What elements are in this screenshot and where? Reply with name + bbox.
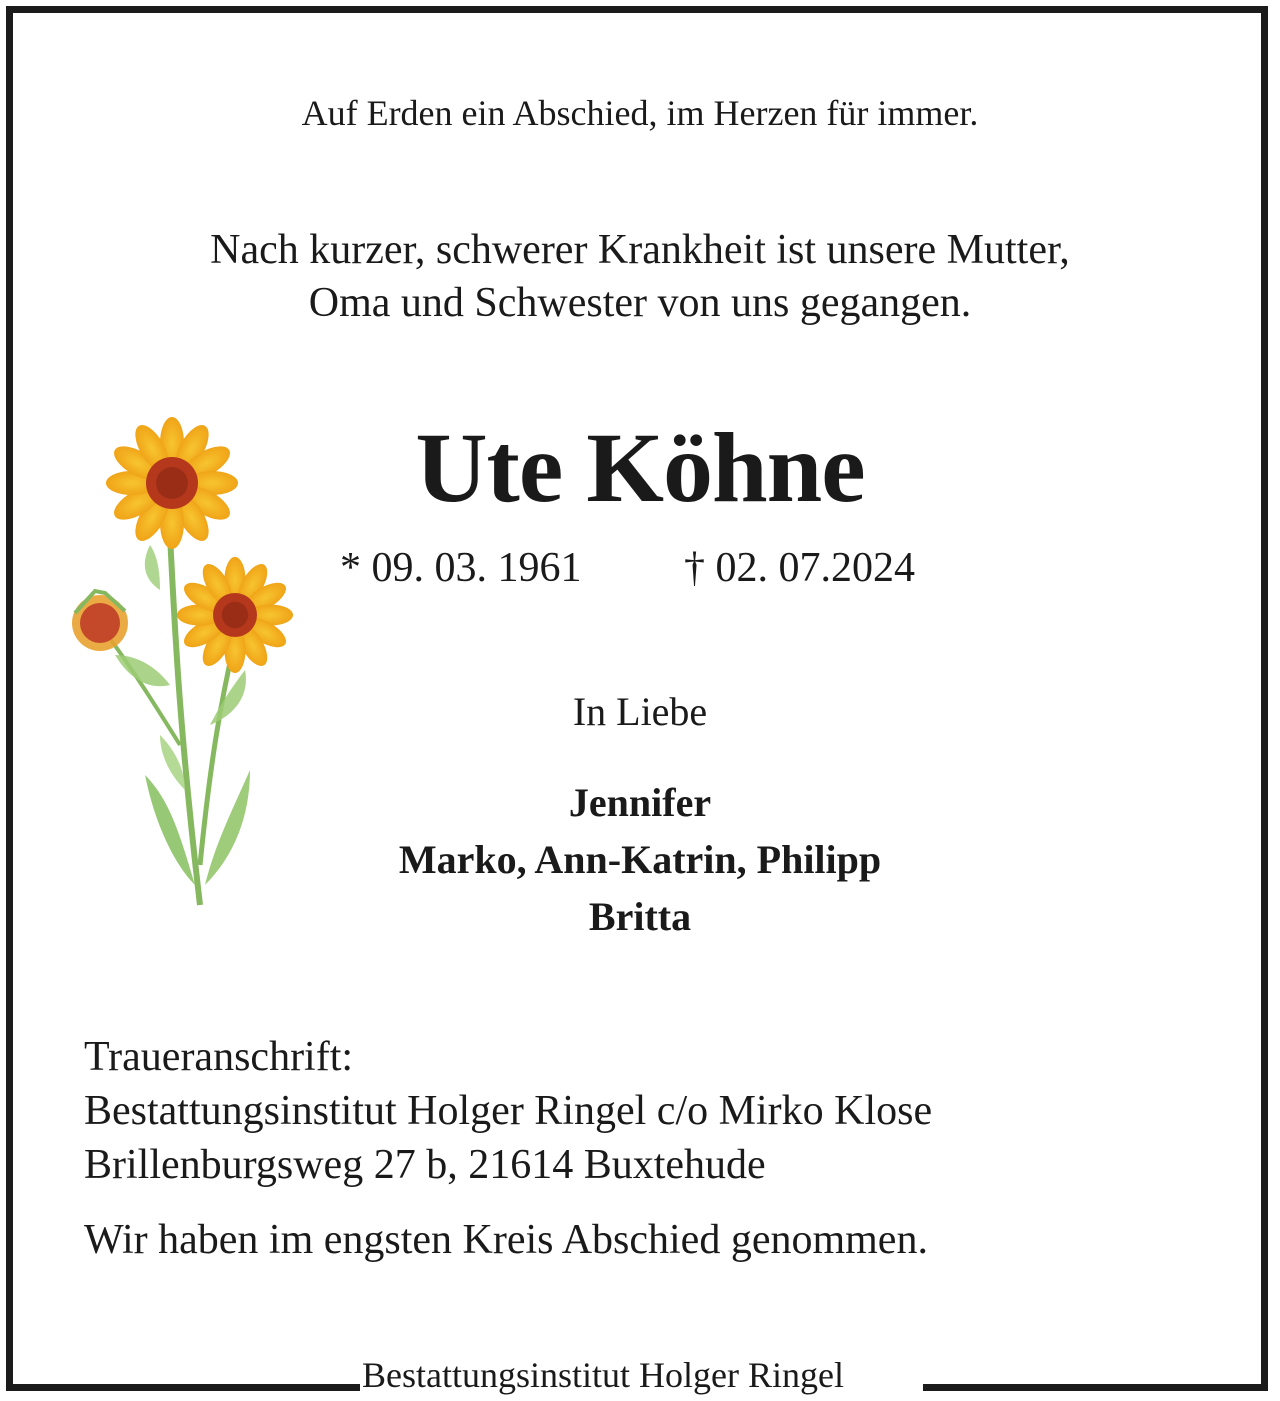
border-bottom-left bbox=[6, 1384, 360, 1391]
address-line-1: Bestattungsinstitut Holger Ringel c/o Mirko Klose bbox=[84, 1088, 933, 1134]
birth-date: * 09. 03. 1961 bbox=[340, 545, 582, 591]
intro-line-2: Oma und Schwester von uns gegangen. bbox=[308, 280, 972, 326]
mourner-line-2: Marko, Ann-Katrin, Philipp bbox=[398, 837, 882, 882]
intro-line-1: Nach kurzer, schwerer Krankheit ist unsere Mutter, bbox=[210, 227, 1070, 273]
intro-text bbox=[0, 224, 1280, 330]
address-label: Traueranschrift: bbox=[84, 1034, 354, 1080]
mourner-line-3: Britta bbox=[588, 894, 692, 939]
border-bottom-right bbox=[923, 1384, 1268, 1391]
motto: Auf Erden ein Abschied, im Herzen für immer. bbox=[301, 93, 979, 133]
deceased-name: Ute Köhne bbox=[415, 412, 865, 523]
farewell-note: Wir haben im engsten Kreis Abschied genommen. bbox=[84, 1217, 928, 1263]
death-date: † 02. 07.2024 bbox=[684, 545, 915, 591]
sunflower-icon bbox=[60, 405, 310, 915]
mourning-address bbox=[84, 1030, 932, 1192]
mourners-intro: In Liebe bbox=[572, 689, 708, 734]
mourner-line-1: Jennifer bbox=[568, 780, 712, 825]
address-line-2: Brillenburgsweg 27 b, 21614 Buxtehude bbox=[84, 1142, 766, 1188]
funeral-home-footer: Bestattungsinstitut Holger Ringel bbox=[362, 1355, 844, 1395]
